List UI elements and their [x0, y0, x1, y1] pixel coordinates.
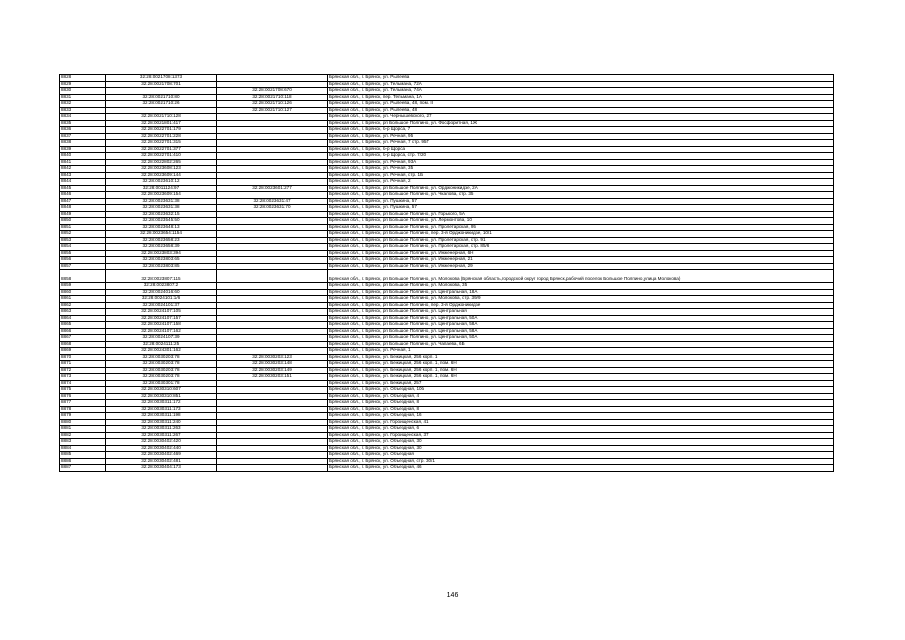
row-number-cell: 8887 — [60, 465, 106, 472]
cadastral-number-cell: 32:28:0022701:228 — [106, 133, 217, 140]
address-cell: Брянская обл., г. Брянск, ул. Тельмана, 72А — [328, 81, 834, 88]
object-number-cell: 32:28:0021708:670 — [217, 88, 328, 95]
object-number-cell: 32:28:0023601:277 — [217, 185, 328, 192]
address-cell: Брянская обл., г. Брянск, ул. Объездная, 16 — [328, 413, 834, 420]
row-number-cell: 8875 — [60, 387, 106, 394]
cadastral-number-cell: 32:28:0024107:157 — [106, 315, 217, 322]
address-cell: Брянская обл., г. Брянск, рп Большое Полпино, ул. Молокова, 35 — [328, 283, 834, 290]
cadastral-number-cell: 32:28:0023658:23 — [106, 237, 217, 244]
address-cell: Брянская обл., г. Брянск, рп Большое Полпино, ул. Молокова, стр. 39/9 — [328, 296, 834, 303]
address-cell: Брянская обл., г. Брянск, рп Большое Полпино, пер. 3-й Орджоникидзе — [328, 302, 834, 309]
address-cell: Брянская обл., г. Брянск, рп Большое Полпино, ул. Пролетарская, стр. 91 — [328, 237, 834, 244]
address-cell: Брянская обл., г. Брянск, ул. Рылеева, 48, пом. II — [328, 101, 834, 108]
cadastral-number-cell: 32:28:0030402:469 — [106, 452, 217, 459]
row-number-cell: 8834 — [60, 114, 106, 121]
row-number-cell: 8829 — [60, 81, 106, 88]
row-number-cell: 8870 — [60, 354, 106, 361]
object-number-cell: 32:28:0023631:47 — [217, 198, 328, 205]
object-number-cell: 32:28:0030203:148 — [217, 361, 328, 368]
address-cell: Брянская обл., г. Брянск, рп Большое Полпино, ул. Пролетарская, 95 — [328, 224, 834, 231]
cadastral-number-cell: 32:28:0030311:263 — [106, 426, 217, 433]
address-cell: Брянская обл., г. Брянск, рп Большое Полпино, ул. Центральная, 58А — [328, 322, 834, 329]
row-number-cell: 8851 — [60, 224, 106, 231]
address-cell: Брянская обл., г. Брянск, ул. Объездная, 6 — [328, 426, 834, 433]
cadastral-number-cell: 32:28:0030301:78 — [106, 380, 217, 387]
row-number-cell: 8886 — [60, 458, 106, 465]
address-cell: Брянская обл., г. Брянск, ул. Объездная, 8 — [328, 406, 834, 413]
address-cell: Брянская обл., г. Брянск, рп Большое Полпино, ул. Орджоникидзе, 2А — [328, 185, 834, 192]
row-number-cell: 8832 — [60, 101, 106, 108]
address-cell: Брянская обл., г. Брянск, ул. Объездная, 4 — [328, 393, 834, 400]
cadastral-number-cell: 32:28:0024107:162 — [106, 328, 217, 335]
row-number-cell: 8839 — [60, 146, 106, 153]
address-cell: Брянская обл., г. Брянск, рп Большое Полпино, ул. Центральная, 50А — [328, 335, 834, 342]
address-cell: Брянская обл., г. Брянск, рп Большое Полпино, ул. Фосфоритная, 1Ж — [328, 120, 834, 127]
cadastral-number-cell: 32:28:0023803:85 — [106, 263, 217, 270]
address-cell: Брянская обл., г. Брянск, рп Большое Полпино, ул. Инженерная, 6Н — [328, 250, 834, 257]
address-cell: Брянская обл., г. Брянск, ул. Бежицкая, 256 корп. 1, пом. 6Н — [328, 374, 834, 381]
address-cell: Брянская обл., г. Брянск, рп Большое Полпино, ул. Инженерная, 21 — [328, 257, 834, 264]
cadastral-number-cell: 32:28:0030404:173 — [106, 465, 217, 472]
cadastral-number-cell: 32:28:0030311:172 — [106, 400, 217, 407]
address-cell: Брянская обл., г. Брянск, рп Большое Полпино, ул. Центральная, 18А — [328, 289, 834, 296]
address-cell: Брянская обл., г. Брянск, рп Большое Полпино, ул. Центральная — [328, 309, 834, 316]
row-number-cell: 8840 — [60, 153, 106, 160]
cadastral-number-cell: 32:28:0030203:78 — [106, 367, 217, 374]
cadastral-number-cell: 32:28:0021801:417 — [106, 120, 217, 127]
address-cell: Брянская обл., г. Брянск, ул. Речная, стр. 1Б — [328, 172, 834, 179]
address-cell: Брянская обл., г. Брянск, ул. Речная, 93А — [328, 159, 834, 166]
address-cell: Брянская обл., г. Брянск, б-р Щорса, стр. 7/20 — [328, 153, 834, 160]
address-cell: Брянская обл., г. Брянск, ул. Гороищенская, 41 — [328, 419, 834, 426]
object-number-cell — [217, 270, 328, 283]
table-row — [60, 465, 834, 472]
row-number-cell: 8868 — [60, 341, 106, 348]
object-number-cell: 32:28:0030203:149 — [217, 367, 328, 374]
row-number-cell: 8879 — [60, 413, 106, 420]
cadastral-number-cell: 32:28:0021708:1373 — [106, 75, 217, 82]
cadastral-number-cell: 32:28:0023654:1154 — [106, 231, 217, 238]
address-cell: Брянская обл., г. Брянск, ул. Гороищенская, 37 — [328, 432, 834, 439]
address-cell: Брянская обл., г. Брянск, рп Большое Полпино, ул. Молокова (Брянская область,городской округ город Брянск,рабочий поселок Большое Полпино,улица Молокова) — [328, 270, 834, 283]
row-number-cell: 8860 — [60, 289, 106, 296]
object-number-cell: 32:28:0021710:127 — [217, 107, 328, 114]
address-cell: Брянская обл., г. Брянск, ул. Объездная, 30 — [328, 439, 834, 446]
cadastral-number-cell: 32:28:0030402:420 — [106, 439, 217, 446]
cadastral-number-cell: 32:28:0024111:25 — [106, 341, 217, 348]
row-number-cell: 8876 — [60, 393, 106, 400]
table-body — [60, 75, 834, 472]
address-cell: Брянская обл., г. Брянск, б-р Щорса — [328, 146, 834, 153]
address-cell: Брянская обл., г. Брянск, пер. Тельмана, 1А — [328, 94, 834, 101]
address-cell: Брянская обл., г. Брянск, рп Большое Полпино, ул. Центральная, 50А — [328, 315, 834, 322]
cadastral-number-cell: 32:28:0023608:123 — [106, 166, 217, 173]
cadastral-number-cell: 32:28:0023609:154 — [106, 192, 217, 199]
row-number-cell: 8881 — [60, 426, 106, 433]
row-number-cell: 8850 — [60, 218, 106, 225]
cadastral-number-cell: 32:28:0023648:13 — [106, 224, 217, 231]
address-cell: Брянская обл., г. Брянск, ул. Рылеева — [328, 75, 834, 82]
row-number-cell: 8883 — [60, 439, 106, 446]
cadastral-number-cell: 32:28:0023807:115 — [106, 270, 217, 283]
cadastral-number-cell: 32:28:0024107:39 — [106, 335, 217, 342]
cadastral-number-cell: 32:28:0021710:128 — [106, 114, 217, 121]
cadastral-number-cell: 32:28:0024016:60 — [106, 289, 217, 296]
row-number-cell: 8852 — [60, 231, 106, 238]
address-cell: Брянская обл., г. Брянск, рп Большое Полпино, ул. Лермонтова, 10 — [328, 218, 834, 225]
address-cell: Брянская обл., г. Брянск, ул. Бежицкая, 257 — [328, 380, 834, 387]
row-number-cell: 8865 — [60, 322, 106, 329]
address-cell: Брянская обл., г. Брянск, ул. Бежицкая, 256 корп. 1 — [328, 354, 834, 361]
row-number-cell: 8838 — [60, 140, 106, 147]
cadastral-number-cell: 32:28:0023631:38 — [106, 205, 217, 212]
address-cell: Брянская обл., г. Брянск, ул. Объездная, 8 — [328, 400, 834, 407]
row-number-cell: 8884 — [60, 445, 106, 452]
cadastral-number-cell: 32:28:0030310:607 — [106, 387, 217, 394]
row-number-cell: 8835 — [60, 120, 106, 127]
address-cell: Брянская обл., г. Брянск, б-р Щорса, 7 — [328, 127, 834, 134]
address-cell: Брянская обл., г. Брянск, ул. Речная, 2 — [328, 179, 834, 186]
row-number-cell: 8842 — [60, 166, 106, 173]
table-row — [60, 270, 834, 283]
address-cell: Брянская обл., г. Брянск, ул. Бежицкая, 256 корп. 1, пом. 6Н — [328, 367, 834, 374]
cadastral-number-cell: 32:28:0030311:173 — [106, 406, 217, 413]
object-number-cell: 32:28:0023631:70 — [217, 205, 328, 212]
address-cell: Брянская обл., г. Брянск, ул. Рылеева, 48 — [328, 107, 834, 114]
row-number-cell: 8858 — [60, 270, 106, 283]
cadastral-number-cell: 32:28:0030311:240 — [106, 419, 217, 426]
cadastral-number-cell: 32:28:0021710:80 — [106, 94, 217, 101]
cadastral-number-cell: 32:28:0030402:440 — [106, 445, 217, 452]
cadastral-number-cell: 32:28:0030203:78 — [106, 354, 217, 361]
row-number-cell: 8843 — [60, 172, 106, 179]
address-cell: Брянская обл., г. Брянск, рп Большое Полпино, ул. Чкалова, стр. 35 — [328, 192, 834, 199]
address-cell: Брянская обл., г. Брянск, ул. Речная, 35 — [328, 166, 834, 173]
property-table — [59, 74, 834, 472]
address-cell: Брянская обл., г. Брянск, ул. Пушкина, 57 — [328, 205, 834, 212]
address-cell: Брянская обл., г. Брянск, ул. Пушкина, 57 — [328, 198, 834, 205]
row-number-cell: 8848 — [60, 205, 106, 212]
address-cell: Брянская обл., г. Брянск, рп Большое Полпино, пер. 3-й Орджоникидзе, 10/1 — [328, 231, 834, 238]
cadastral-number-cell: 32:28:0022701:179 — [106, 127, 217, 134]
row-number-cell: 8853 — [60, 237, 106, 244]
row-number-cell: 8854 — [60, 244, 106, 251]
row-number-cell: 8866 — [60, 328, 106, 335]
address-cell: Брянская обл., г. Брянск, рп Большое Полпино, ул. Инженерная, 29 — [328, 263, 834, 270]
cadastral-number-cell: 32:28:0023803:394 — [106, 250, 217, 257]
row-number-cell: 8862 — [60, 302, 106, 309]
row-number-cell: 8841 — [60, 159, 106, 166]
cadastral-number-cell: 32:28:0023807:2 — [106, 283, 217, 290]
cadastral-number-cell: 32:28:0030402:481 — [106, 458, 217, 465]
cadastral-number-cell: 32:28:0024101:1/6 — [106, 296, 217, 303]
cadastral-number-cell: 32:28:0022701:315 — [106, 140, 217, 147]
cadastral-number-cell: 32:28:0023609:144 — [106, 172, 217, 179]
cadastral-number-cell: 32:28:0030311:198 — [106, 413, 217, 420]
cadastral-number-cell: 32:28:0024107:158 — [106, 322, 217, 329]
cadastral-number-cell: 32:28:0022701:377 — [106, 146, 217, 153]
row-number-cell: 8845 — [60, 185, 106, 192]
row-number-cell: 8849 — [60, 211, 106, 218]
row-number-cell: 8836 — [60, 127, 106, 134]
cadastral-number-cell: 32:28:0024107:105 — [106, 309, 217, 316]
row-number-cell: 8856 — [60, 257, 106, 264]
cadastral-number-cell: 32:28:0030311:267 — [106, 432, 217, 439]
row-number-cell: 8878 — [60, 406, 106, 413]
row-number-cell: 8872 — [60, 367, 106, 374]
cadastral-number-cell: 32:28:0023610:12 — [106, 179, 217, 186]
row-number-cell: 8871 — [60, 361, 106, 368]
row-number-cell: 8837 — [60, 133, 106, 140]
object-number-cell: 32:28:0030203:151 — [217, 374, 328, 381]
row-number-cell: 8833 — [60, 107, 106, 114]
address-cell: Брянская обл., г. Брянск, ул. Речная, 7 стр. 95Г — [328, 140, 834, 147]
row-number-cell: 8869 — [60, 348, 106, 355]
row-number-cell: 8867 — [60, 335, 106, 342]
cadastral-number-cell: 32:28:0011124:97 — [106, 185, 217, 192]
row-number-cell: 8847 — [60, 198, 106, 205]
address-cell: Брянская обл., г. Брянск, ул. Речная, 95 — [328, 133, 834, 140]
cadastral-number-cell: 32:28:0023803:65 — [106, 257, 217, 264]
address-cell: Брянская обл., г. Брянск, ул. Объездная, 10б — [328, 387, 834, 394]
row-number-cell: 8846 — [60, 192, 106, 199]
cadastral-number-cell: 32:28:0023658:39 — [106, 244, 217, 251]
object-number-cell: 32:28:0021710:118 — [217, 94, 328, 101]
address-cell: Брянская обл., г. Брянск, рп Большое Полпино, ул. Пролетарская, стр. 85/6 — [328, 244, 834, 251]
cadastral-number-cell: 32:28:0030203:78 — [106, 374, 217, 381]
cadastral-number-cell: 32:28:0023545:50 — [106, 218, 217, 225]
object-number-cell — [217, 465, 328, 472]
cadastral-number-cell: 32:28:0022802:265 — [106, 159, 217, 166]
cadastral-number-cell: 32:28:0024101:37 — [106, 302, 217, 309]
row-number-cell: 8831 — [60, 94, 106, 101]
cadastral-number-cell: 32:28:0023631:38 — [106, 198, 217, 205]
address-cell: Брянская обл., г. Брянск, ул. Объездная, 46 — [328, 465, 834, 472]
row-number-cell: 8874 — [60, 380, 106, 387]
row-number-cell: 8828 — [60, 75, 106, 82]
row-number-cell: 8885 — [60, 452, 106, 459]
row-number-cell: 8857 — [60, 263, 106, 270]
address-cell: Брянская обл., г. Брянск, ул. Чернышевского, 27 — [328, 114, 834, 121]
row-number-cell: 8855 — [60, 250, 106, 257]
row-number-cell: 8882 — [60, 432, 106, 439]
row-number-cell: 8861 — [60, 296, 106, 303]
address-cell: Брянская обл., г. Брянск, ул. Бежицкая, 256 корп. 1, пом. 6Н — [328, 361, 834, 368]
object-number-cell: 32:28:0030203:123 — [217, 354, 328, 361]
cadastral-number-cell: 32:28:0021708:701 — [106, 81, 217, 88]
row-number-cell: 8859 — [60, 283, 106, 290]
address-cell: Брянская обл., г. Брянск, ул. Тельмана, 74А — [328, 88, 834, 95]
cadastral-number-cell: 32:28:0023632:15 — [106, 211, 217, 218]
cadastral-number-cell: 32:28:0030203:78 — [106, 361, 217, 368]
row-number-cell: 8873 — [60, 374, 106, 381]
row-number-cell: 8844 — [60, 179, 106, 186]
address-cell: Брянская обл., г. Брянск, ул. Объездная — [328, 452, 834, 459]
page-number: 146 — [446, 592, 459, 599]
row-number-cell: 8830 — [60, 88, 106, 95]
cadastral-number-cell: 32:28:0022701:410 — [106, 153, 217, 160]
row-number-cell: 8864 — [60, 315, 106, 322]
cadastral-number-cell: 32:28:0024301:162 — [106, 348, 217, 355]
row-number-cell: 8863 — [60, 309, 106, 316]
address-cell: Брянская обл., г. Брянск, ул. Речная, 1 — [328, 348, 834, 355]
address-cell: Брянская обл., г. Брянск, ул. Объездная, стр. 30/1 — [328, 458, 834, 465]
address-cell: Брянская обл., г. Брянск, ул. Объездная, 30 — [328, 445, 834, 452]
address-cell: Брянская обл., г. Брянск, рп Большое Полпино, ул. Горького, 5А — [328, 211, 834, 218]
cadastral-number-cell: 32:28:0021710:26 — [106, 101, 217, 108]
address-cell: Брянская обл., г. Брянск, рп Большое Полпино, ул. Чапаева, 6Б — [328, 341, 834, 348]
address-cell: Брянская обл., г. Брянск, рп Большое Полпино, ул. Центральная, 58А — [328, 328, 834, 335]
row-number-cell: 8880 — [60, 419, 106, 426]
row-number-cell: 8877 — [60, 400, 106, 407]
cadastral-number-cell: 32:28:0030310:851 — [106, 393, 217, 400]
object-number-cell: 32:28:0021710:126 — [217, 101, 328, 108]
